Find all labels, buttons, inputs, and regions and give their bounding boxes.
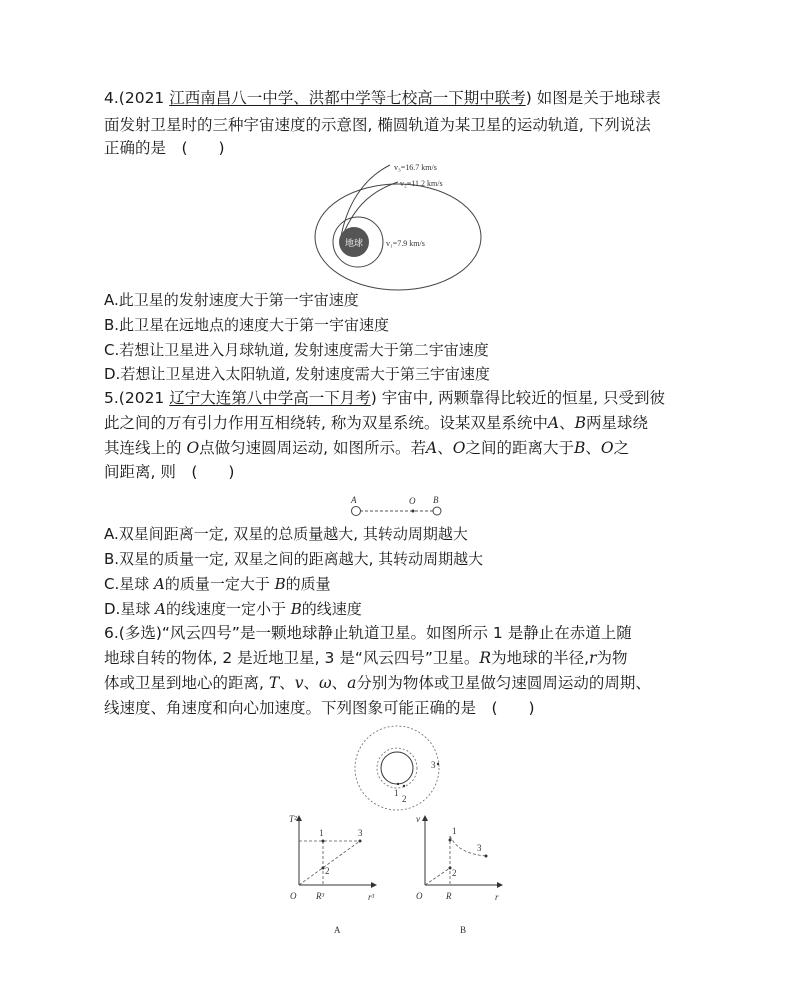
svg-text:1: 1 <box>319 828 324 838</box>
q4-v2-label: v₂=11.2 km/s <box>400 179 443 188</box>
q4-number: 4. <box>104 89 119 107</box>
q4-option-d: D.若想让卫星进入太阳轨道, 发射速度需大于第三宇宙速度 <box>104 365 490 383</box>
q6-orbit-2 <box>377 748 417 788</box>
q6-number: 6. <box>104 624 119 642</box>
q6-orbit-label-3: 3 <box>431 760 436 770</box>
q5-source: 辽宁大连第八中学高一下月考 <box>169 389 371 407</box>
q5-number: 5. <box>104 389 119 407</box>
q6-graph-b-ylabel: v <box>416 814 420 824</box>
q5-stem-line-2: 此之间的万有引力作用互相绕转, 称为双星系统。设某双星系统中A、B两星球绕 <box>104 414 648 432</box>
q6-orbit-label-1: 1 <box>394 788 399 798</box>
q4-option-a: A.此卫星的发射速度大于第一宇宙速度 <box>104 291 359 309</box>
q5-stem-line-4: 间距离, 则 ( ) <box>104 463 235 481</box>
q5-option-a: A.双星间距离一定, 双星的总质量越大, 其转动周期越大 <box>104 525 468 543</box>
q6-orbit-label-2: 2 <box>402 794 407 804</box>
svg-text:2: 2 <box>452 868 457 878</box>
q5-option-b: B.双星的质量一定, 双星之间的距离越大, 其转动周期越大 <box>104 550 484 568</box>
q5-fig-label-a: A <box>351 495 357 505</box>
q5-stem-line-3: 其连线上的 O点做匀速圆周运动, 如图所示。若A、O之间的距离大于B、O之 <box>104 439 630 457</box>
svg-text:1: 1 <box>452 826 457 836</box>
q6-graph-a-xlabel: r³ <box>368 892 375 902</box>
q4-option-c: C.若想让卫星进入月球轨道, 发射速度需大于第二宇宙速度 <box>104 341 489 359</box>
q6-graph-a-origin: O <box>290 891 297 901</box>
q5-stem-line-1: 5.(2021 辽宁大连第八中学高一下月考) 宇宙中, 两颗靠得比较近的恒星, 只受到彼 <box>104 389 665 407</box>
q4-stem-line-1: 4.(2021 江西南昌八一中学、洪都中学等七校高一下期中联考) 如图是关于地球表 <box>104 89 661 107</box>
svg-text:2: 2 <box>325 866 330 876</box>
q6-graph-b-point-3 <box>485 855 488 858</box>
q4-source-open: (2021 <box>118 89 165 107</box>
q5-option-c: C.星球 A的质量一定大于 B的质量 <box>104 575 331 593</box>
q4-stem-line-3: 正确的是 ( ) <box>104 139 225 157</box>
q6-stem-line-1: 6.(多选)“风云四号”是一颗地球静止轨道卫星。如图所示 1 是静止在赤道上随 <box>104 624 632 642</box>
q4-stem-text: 如图是关于地球表 <box>536 89 661 107</box>
q4-source: 江西南昌八一中学、洪都中学等七校高一下期中联考 <box>169 89 526 107</box>
svg-text:3: 3 <box>358 828 363 838</box>
q4-stem-line-2: 面发射卫星时的三种宇宙速度的示意图, 椭圆轨道为某卫星的运动轨道, 下列说法 <box>104 116 651 134</box>
q4-option-b: B.此卫星在远地点的速度大于第一宇宙速度 <box>104 316 390 334</box>
q4-earth-label: 地球 <box>344 238 364 248</box>
q5-option-d: D.星球 A的线速度一定小于 B的线速度 <box>104 600 362 618</box>
q6-graph-b <box>0 810 794 935</box>
q6-orbit-figure <box>0 720 794 820</box>
q6-graph-b-caption: B <box>460 925 467 935</box>
q6-graph-b-xtick: R <box>446 891 452 901</box>
q6-stem-line-2: 地球自转的物体, 2 是近地卫星, 3 是“风云四号”卫星。R为地球的半径,r为物 <box>104 649 628 667</box>
q6-stem-line-4: 线速度、角速度和向心加速度。下列图象可能正确的是 ( ) <box>104 699 535 717</box>
q6-graph-b-point-1 <box>449 839 452 842</box>
q5-center-o <box>412 510 415 513</box>
q4-v3-label: v₃=16.7 km/s <box>394 163 437 172</box>
q5-fig-label-b: B <box>433 495 439 505</box>
q5-star-a <box>352 507 361 516</box>
q6-multi-tag: (多选) <box>118 624 162 642</box>
q6-graph-b-origin: O <box>416 891 423 901</box>
q6-earth <box>381 752 413 784</box>
q4-v1-label: v₁=7.9 km/s <box>386 239 425 248</box>
q6-graph-a-ylabel: T² <box>289 814 297 824</box>
q6-graph-a-caption: A <box>334 925 341 935</box>
q6-graph-b-xlabel: r <box>495 892 499 902</box>
q6-graph-a-xtick: R³ <box>316 891 325 901</box>
q5-fig-label-o: O <box>409 496 416 506</box>
svg-text:3: 3 <box>477 843 482 853</box>
q6-stem-line-3: 体或卫星到地心的距离, T、v、ω、a分别为物体或卫星做匀速圆周运动的周期、 <box>104 674 651 692</box>
q5-star-b <box>433 507 441 515</box>
